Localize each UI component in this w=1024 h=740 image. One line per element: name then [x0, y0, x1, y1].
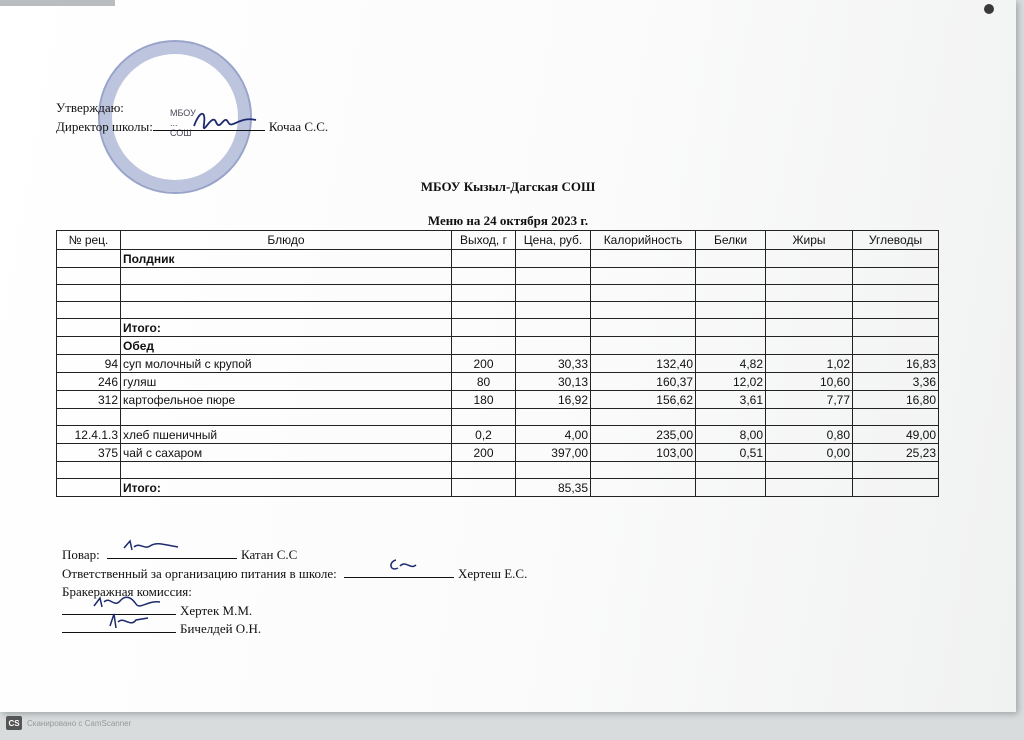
- table-cell: [452, 409, 516, 426]
- commission-label: Бракеражная комиссия:: [62, 584, 192, 599]
- table-row-blank: [57, 409, 939, 426]
- table-cell: [121, 285, 452, 302]
- director-label: Директор школы:: [56, 119, 153, 134]
- responsible-name: Хертеш Е.С.: [458, 566, 528, 581]
- table-cell: [766, 268, 853, 285]
- table-cell: [696, 462, 766, 479]
- table-row-blank: [57, 302, 939, 319]
- member1-name: Хертек М.М.: [180, 603, 253, 618]
- table-cell: [766, 302, 853, 319]
- table-cell: [57, 268, 121, 285]
- table-cell: 10,60: [766, 373, 853, 391]
- column-header: Выход, г: [452, 231, 516, 250]
- table-cell: 1,02: [766, 355, 853, 373]
- table-cell: картофельное пюре: [121, 391, 452, 409]
- menu-date-title: Меню на 24 октября 2023 г.: [427, 213, 589, 228]
- column-header: Белки: [696, 231, 766, 250]
- school-title: МБОУ Кызыл-Дагская СОШ: [420, 179, 596, 194]
- table-cell: [57, 250, 121, 268]
- table-cell: [591, 462, 696, 479]
- table-cell: 103,00: [591, 444, 696, 462]
- table-cell: 3,36: [853, 373, 939, 391]
- table-cell: [516, 409, 591, 426]
- table-cell: чай с сахаром: [121, 444, 452, 462]
- responsible-label: Ответственный за организацию питания в школе:: [62, 566, 337, 581]
- stamp-line: ...: [170, 118, 178, 128]
- column-header: Углеводы: [853, 231, 939, 250]
- table-row-total: [57, 479, 939, 497]
- table-cell: [591, 302, 696, 319]
- table-cell: суп молочный с крупой: [121, 355, 452, 373]
- table-cell: [853, 302, 939, 319]
- table-cell: 0,2: [452, 426, 516, 444]
- table-cell: [516, 302, 591, 319]
- table-cell: Обед: [121, 337, 452, 355]
- cook-name: Катан С.С: [241, 547, 298, 562]
- table-cell: [516, 285, 591, 302]
- table-cell: 0,00: [766, 444, 853, 462]
- responsible-signature-line: [344, 577, 454, 578]
- table-cell: [766, 250, 853, 268]
- table-cell: [452, 479, 516, 497]
- table-row-blank: [57, 285, 939, 302]
- table-cell: [516, 462, 591, 479]
- table-cell: [591, 337, 696, 355]
- member2-signature: [104, 612, 152, 632]
- table-cell: [57, 337, 121, 355]
- table-cell: [853, 268, 939, 285]
- table-cell: [766, 337, 853, 355]
- table-cell: 200: [452, 444, 516, 462]
- table-cell: 132,40: [591, 355, 696, 373]
- table-cell: [452, 302, 516, 319]
- table-cell: 312: [57, 391, 121, 409]
- table-cell: [452, 462, 516, 479]
- table-row: [57, 355, 939, 373]
- director-name: Кочаа С.С.: [268, 119, 329, 134]
- responsible-signature: [386, 556, 420, 574]
- table-cell: 3,61: [696, 391, 766, 409]
- table-cell: [853, 409, 939, 426]
- table-cell: [121, 268, 452, 285]
- table-cell: [696, 285, 766, 302]
- table-cell: [853, 285, 939, 302]
- table-cell: 49,00: [853, 426, 939, 444]
- table-cell: [853, 250, 939, 268]
- table-cell: 200: [452, 355, 516, 373]
- table-cell: 8,00: [696, 426, 766, 444]
- table-row-blank: [57, 462, 939, 479]
- table-cell: 16,83: [853, 355, 939, 373]
- table-cell: [452, 337, 516, 355]
- commission-member-line: [62, 621, 261, 637]
- table-cell: [516, 250, 591, 268]
- table-header-row: [57, 231, 939, 250]
- table-cell: [853, 462, 939, 479]
- table-row: [57, 444, 939, 462]
- member2-signature-line: [62, 632, 176, 633]
- stamp-line: СОШ: [170, 128, 192, 138]
- table-cell: 375: [57, 444, 121, 462]
- table-cell: [57, 319, 121, 337]
- table-cell: [696, 409, 766, 426]
- table-cell: [591, 268, 696, 285]
- table-cell: Итого:: [121, 479, 452, 497]
- cook-signature: [122, 538, 182, 554]
- table-cell: 94: [57, 355, 121, 373]
- table-cell: [57, 285, 121, 302]
- table-cell: [452, 285, 516, 302]
- table-cell: [853, 319, 939, 337]
- member1-signature: [92, 594, 162, 612]
- table-cell: 0,80: [766, 426, 853, 444]
- table-cell: 0,51: [696, 444, 766, 462]
- table-cell: [121, 409, 452, 426]
- table-row: [57, 426, 939, 444]
- column-header: Калорийность: [591, 231, 696, 250]
- table-cell: 397,00: [516, 444, 591, 462]
- table-cell: 7,77: [766, 391, 853, 409]
- table-cell: [57, 479, 121, 497]
- table-cell: 30,13: [516, 373, 591, 391]
- table-row: [57, 391, 939, 409]
- table-cell: Полдник: [121, 250, 452, 268]
- table-cell: 246: [57, 373, 121, 391]
- table-cell: [853, 479, 939, 497]
- member2-name: Бичелдей О.Н.: [180, 621, 262, 636]
- table-cell: 235,00: [591, 426, 696, 444]
- table-cell: [696, 268, 766, 285]
- menu-table: [56, 230, 939, 497]
- table-cell: 30,33: [516, 355, 591, 373]
- table-row: [57, 373, 939, 391]
- table-cell: [516, 319, 591, 337]
- table-cell: [591, 285, 696, 302]
- table-cell: [696, 319, 766, 337]
- column-header: № рец.: [57, 231, 121, 250]
- table-cell: [766, 409, 853, 426]
- table-cell: [696, 302, 766, 319]
- table-cell: 156,62: [591, 391, 696, 409]
- table-cell: [766, 479, 853, 497]
- camscanner-watermark: [6, 716, 131, 730]
- table-cell: [57, 462, 121, 479]
- table-cell: [121, 462, 452, 479]
- table-cell: [452, 250, 516, 268]
- table-cell: [591, 250, 696, 268]
- table-cell: 160,37: [591, 373, 696, 391]
- table-cell: 85,35: [516, 479, 591, 497]
- scan-dot-mark: [984, 4, 994, 14]
- table-cell: [766, 319, 853, 337]
- table-cell: [121, 302, 452, 319]
- table-cell: 4,00: [516, 426, 591, 444]
- responsible-line: [62, 566, 527, 582]
- table-cell: [591, 409, 696, 426]
- table-cell: [57, 302, 121, 319]
- table-cell: Итого:: [121, 319, 452, 337]
- table-cell: [853, 337, 939, 355]
- table-cell: [766, 462, 853, 479]
- scan-edge-mark: [0, 0, 115, 6]
- table-cell: [766, 285, 853, 302]
- table-cell: [452, 319, 516, 337]
- column-header: Блюдо: [121, 231, 452, 250]
- column-header: Цена, руб.: [516, 231, 591, 250]
- table-cell: 25,23: [853, 444, 939, 462]
- camscanner-logo-icon: CS: [6, 716, 22, 730]
- table-cell: 180: [452, 391, 516, 409]
- table-cell: [516, 268, 591, 285]
- table-cell: [591, 479, 696, 497]
- table-cell: [591, 319, 696, 337]
- camscanner-text: Сканировано с CamScanner: [27, 718, 132, 728]
- table-cell: 80: [452, 373, 516, 391]
- table-cell: [696, 337, 766, 355]
- cook-signature-line: [107, 558, 237, 559]
- table-cell: 16,80: [853, 391, 939, 409]
- table-cell: [452, 268, 516, 285]
- table-cell: [696, 250, 766, 268]
- table-cell: гуляш: [121, 373, 452, 391]
- approve-label: Утверждаю:: [56, 100, 124, 115]
- table-cell: 12,02: [696, 373, 766, 391]
- cook-label: Повар:: [62, 547, 100, 562]
- table-cell: [516, 337, 591, 355]
- table-row-blank: [57, 268, 939, 285]
- table-cell: 12.4.1.3: [57, 426, 121, 444]
- table-row-section: [57, 250, 939, 268]
- table-cell: [57, 409, 121, 426]
- table-cell: хлеб пшеничный: [121, 426, 452, 444]
- table-cell: 16,92: [516, 391, 591, 409]
- director-signature: [190, 108, 260, 134]
- table-cell: [696, 479, 766, 497]
- stamp-line: МБОУ: [170, 108, 196, 118]
- table-cell: 4,82: [696, 355, 766, 373]
- column-header: Жиры: [766, 231, 853, 250]
- table-row-total: [57, 319, 939, 337]
- table-row-section: [57, 337, 939, 355]
